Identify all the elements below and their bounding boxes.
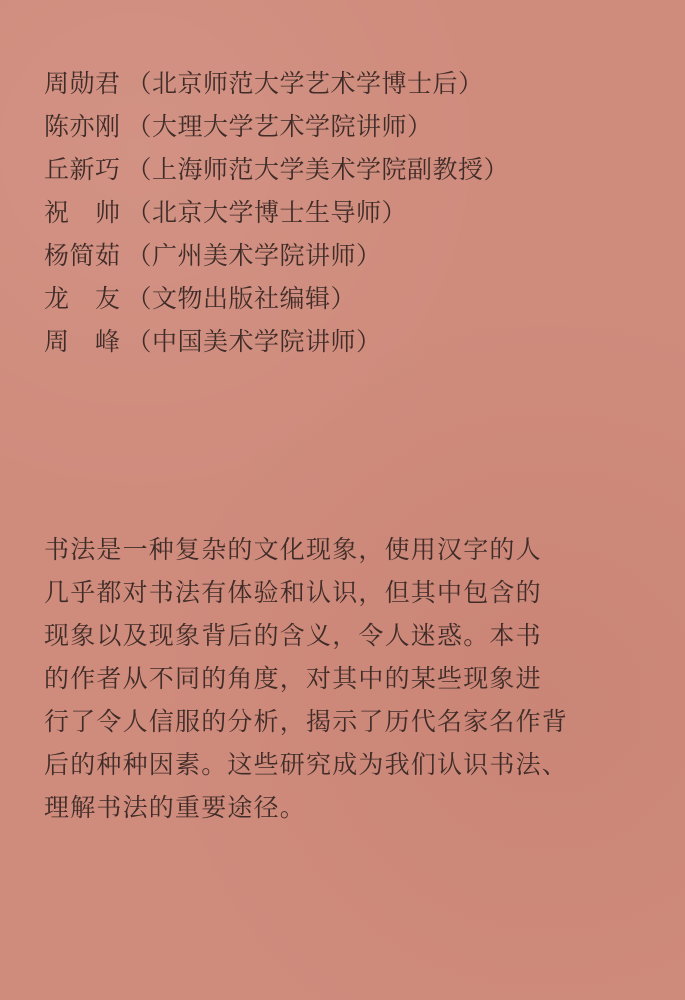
author-list bbox=[44, 62, 644, 363]
author-entry bbox=[44, 62, 644, 105]
author-affiliation: （北京师范大学艺术学博士后） bbox=[126, 69, 484, 98]
author-affiliation: （上海师范大学美术学院副教授） bbox=[126, 155, 510, 184]
author-entry bbox=[44, 234, 644, 277]
author-affiliation: （北京大学博士生导师） bbox=[126, 198, 408, 227]
description-line: 的作者从不同的角度，对其中的某些现象进 bbox=[44, 664, 542, 693]
description-line: 现象以及现象背后的含义，令人迷惑。本书 bbox=[44, 621, 542, 650]
author-entry bbox=[44, 148, 644, 191]
author-name: 祝 帅 bbox=[44, 198, 121, 227]
author-entry bbox=[44, 320, 644, 363]
author-name: 陈亦刚 bbox=[44, 112, 121, 141]
description-line: 书法是一种复杂的文化现象，使用汉字的人 bbox=[44, 535, 542, 564]
description-line: 几乎都对书法有体验和认识，但其中包含的 bbox=[44, 578, 542, 607]
author-name: 周 峰 bbox=[44, 327, 121, 356]
description-line: 后的种种因素。这些研究成为我们认识书法、 bbox=[44, 750, 569, 779]
author-name: 丘新巧 bbox=[44, 155, 121, 184]
author-affiliation: （广州美术学院讲师） bbox=[126, 241, 382, 270]
author-affiliation: （中国美术学院讲师） bbox=[126, 327, 382, 356]
author-name: 周勋君 bbox=[44, 69, 121, 98]
author-entry bbox=[44, 105, 644, 148]
author-entry bbox=[44, 191, 644, 234]
description-line: 行了令人信服的分析，揭示了历代名家名作背 bbox=[44, 707, 569, 736]
author-name: 龙 友 bbox=[44, 284, 121, 313]
author-entry bbox=[44, 277, 644, 320]
author-name: 杨简茹 bbox=[44, 241, 121, 270]
book-description bbox=[44, 528, 648, 829]
description-line: 理解书法的重要途径。 bbox=[44, 793, 307, 822]
author-affiliation: （文物出版社编辑） bbox=[126, 284, 357, 313]
author-affiliation: （大理大学艺术学院讲师） bbox=[126, 112, 433, 141]
